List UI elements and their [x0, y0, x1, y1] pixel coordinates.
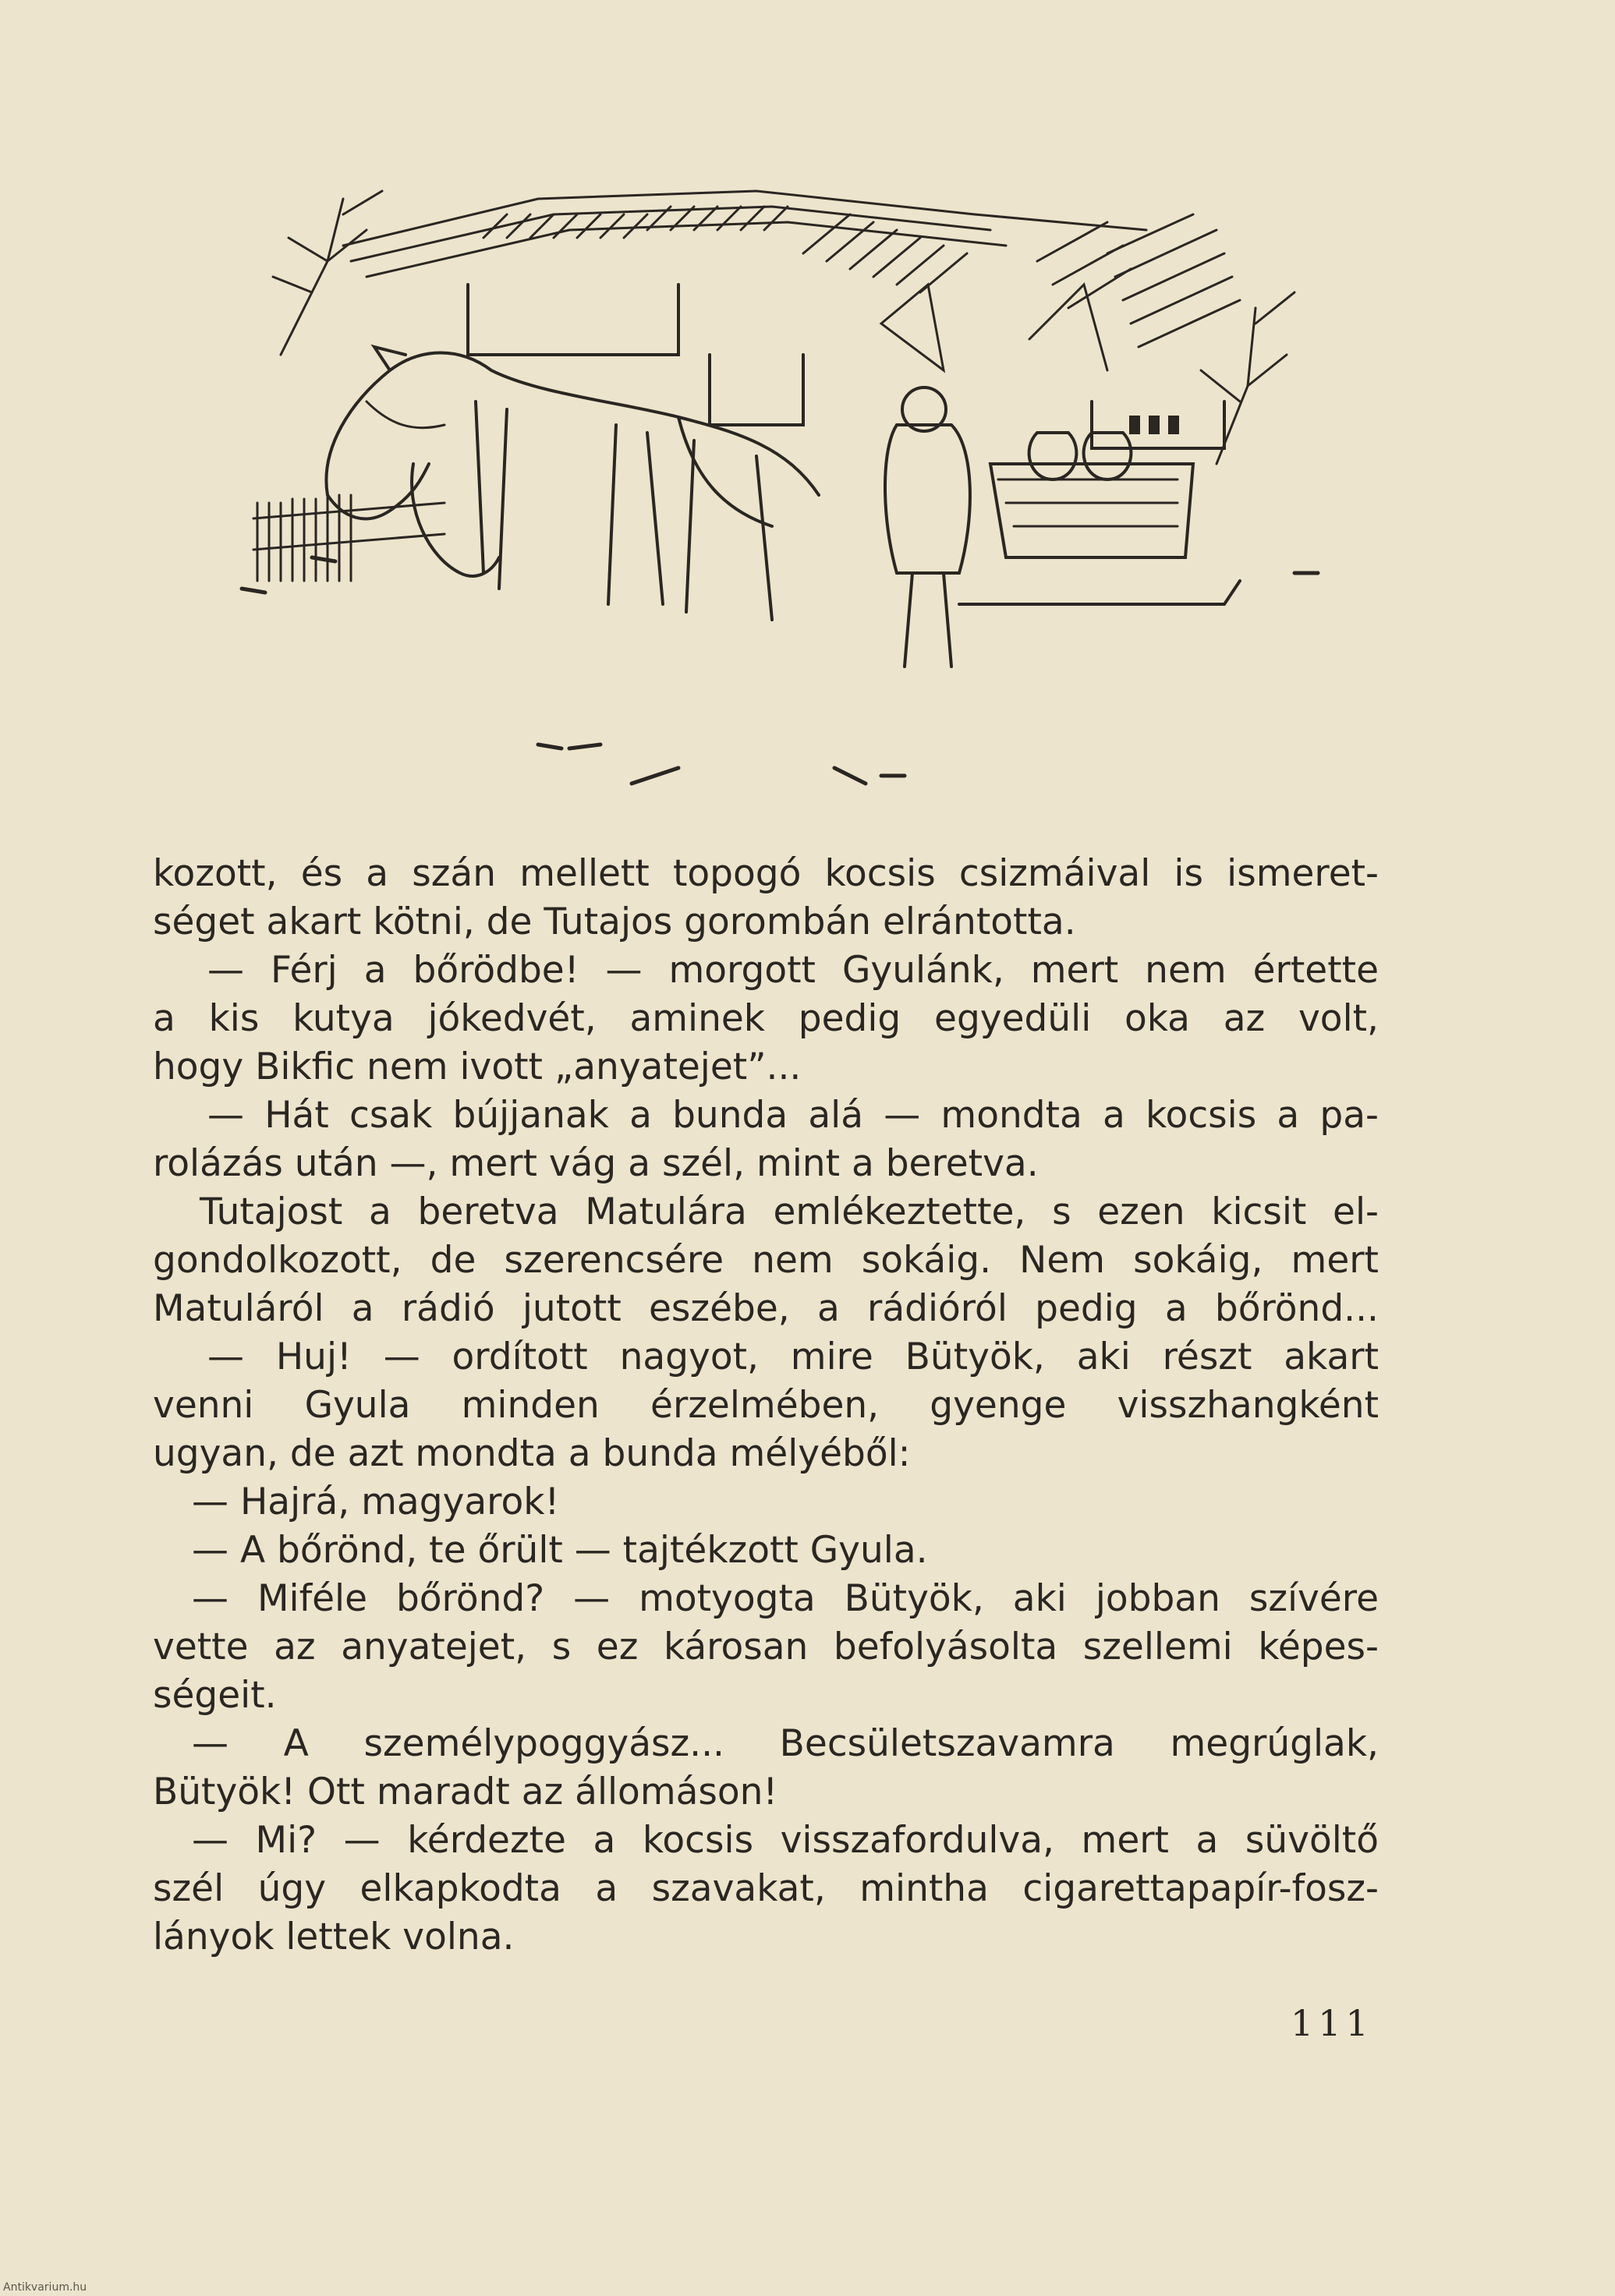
- body-text: [153, 850, 1379, 1962]
- text-line: ségeit.: [153, 1674, 277, 1717]
- tree-branches: [273, 191, 1294, 464]
- text-line: séget akart kötni, de Tutajos gorombán elrántotta.: [153, 900, 1076, 943]
- text-line: Tutajost a beretva Matulára emlékeztette, s ezen kicsit el-: [200, 1190, 1379, 1233]
- horses: [326, 347, 819, 620]
- house-roof-hatching: [343, 191, 1240, 347]
- houses: [468, 285, 1224, 448]
- sleigh: [959, 433, 1240, 604]
- text-line: venni Gyula minden érzelmében, gyenge visszhangként: [153, 1384, 1379, 1427]
- text-line: Matuláról a rádió jutott eszébe, a rádióról pedig a bőrönd...: [153, 1287, 1379, 1330]
- text-line: vette az anyatejet, s ez károsan befolyásolta szellemi képes-: [153, 1626, 1379, 1668]
- text-line: — A személypoggyász... Becsületszavamra megrúglak,: [192, 1722, 1379, 1765]
- text-line: rolázás után —, mert vág a szél, mint a beretva.: [153, 1142, 1039, 1185]
- text-line: Bütyök! Ott maradt az állomáson!: [153, 1771, 778, 1813]
- text-line: lányok lettek volna.: [153, 1916, 515, 1958]
- text-line: ugyan, de azt mondta a bunda mélyéből:: [153, 1432, 911, 1475]
- coachman: [885, 387, 970, 667]
- text-line: — A bőrönd, te őrült — tajtékzott Gyula.: [192, 1529, 928, 1572]
- page-number: 111: [1291, 2002, 1373, 2044]
- sleigh-illustration: [211, 168, 1326, 791]
- text-line: a kis kutya jókedvét, aminek pedig egyedüli oka az volt,: [153, 997, 1379, 1040]
- text-line: — Huj! — ordított nagyot, mire Bütyök, aki részt akart: [207, 1336, 1379, 1378]
- text-line: gondolkozott, de szerencsére nem sokáig. Nem sokáig, mert: [153, 1239, 1379, 1282]
- text-line: — Hát csak bújjanak a bunda alá — mondta a kocsis a pa-: [207, 1094, 1379, 1137]
- text-line: — Mi? — kérdezte a kocsis visszafordulva, mert a süvöltő: [192, 1819, 1379, 1862]
- text-line: szél úgy elkapkodta a szavakat, mintha cigarettapapír-fosz-: [153, 1867, 1379, 1910]
- snow-ground-marks: [242, 557, 1318, 784]
- watermark: Antikvarium.hu: [3, 2281, 87, 2294]
- text-line: kozott, és a szán mellett topogó kocsis csizmáival is ismeret-: [153, 852, 1379, 895]
- text-line: — Férj a bőrödbe! — morgott Gyulánk, mert nem értette: [207, 949, 1379, 992]
- text-line: — Hajrá, magyarok!: [192, 1481, 560, 1523]
- text-line: hogy Bikfic nem ivott „anyatejet”...: [153, 1045, 802, 1088]
- text-line: — Miféle bőrönd? — motyogta Bütyök, aki jobban szívére: [192, 1577, 1379, 1620]
